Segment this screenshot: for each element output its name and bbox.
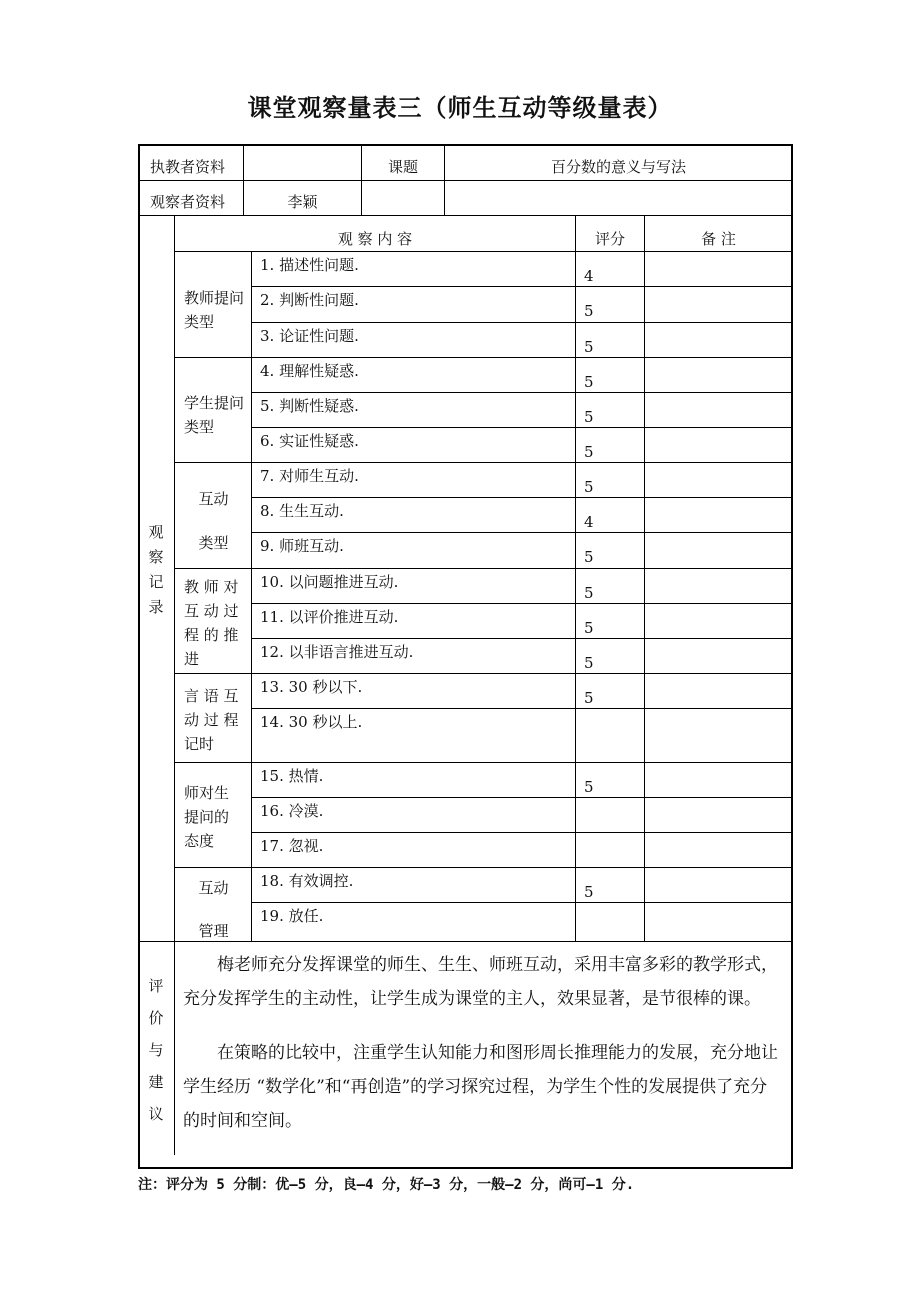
column-header-content: 观 察 内 容 bbox=[337, 230, 413, 248]
divider bbox=[174, 215, 175, 1155]
section-label: 观 察 记 录 bbox=[148, 523, 164, 616]
divider bbox=[252, 902, 792, 903]
evaluation-paragraph-2: 在策略的比较中，注重学生认知能力和图形周长推理能力的发展，充分地让学生经历 “数学化”和“再创造”的学习探究过程，为学生个性的发展提供了充分的时间和空间。 bbox=[183, 1043, 778, 1131]
divider bbox=[175, 251, 792, 252]
divider bbox=[252, 392, 792, 393]
divider bbox=[175, 568, 792, 569]
column-header-score: 评分 bbox=[594, 230, 625, 248]
item-text: 13. 30 秒以下. bbox=[260, 678, 363, 696]
teacher-label: 执教者资料 bbox=[150, 158, 226, 176]
item-score: 4 bbox=[584, 513, 594, 531]
item-text: 18. 有效调控. bbox=[260, 872, 354, 890]
item-text: 15. 热情. bbox=[260, 767, 324, 785]
item-text: 4. 理解性疑惑. bbox=[260, 362, 359, 380]
item-score: 5 bbox=[584, 619, 594, 637]
item-score: 5 bbox=[584, 443, 594, 461]
page-title: 课堂观察量表三（师生互动等级量表） bbox=[247, 94, 673, 122]
group-interaction-type-line1: 互动 bbox=[198, 490, 229, 508]
divider bbox=[139, 180, 792, 181]
item-score: 5 bbox=[584, 302, 594, 320]
item-score: 5 bbox=[584, 584, 594, 602]
group-student-question-type: 学生提问类型 bbox=[184, 394, 245, 436]
divider bbox=[252, 832, 792, 833]
item-score: 5 bbox=[584, 338, 594, 356]
footnote: 注：评分为 5 分制：优—5 分，良—4 分，好—3 分，一般—2 分，尚可—1 分. bbox=[138, 1177, 635, 1193]
divider bbox=[175, 762, 792, 763]
group-management-line1: 互动 bbox=[198, 879, 229, 897]
item-text: 3. 论证性问题. bbox=[260, 327, 359, 345]
divider bbox=[175, 357, 792, 358]
item-text: 10. 以问题推进互动. bbox=[260, 573, 399, 591]
divider bbox=[252, 532, 792, 533]
item-score: 5 bbox=[584, 689, 594, 707]
group-timing: 言 语 互 动 过 程 记时 bbox=[184, 687, 239, 753]
item-text: 1. 描述性问题. bbox=[260, 256, 359, 274]
topic-label: 课题 bbox=[387, 158, 418, 176]
group-management-line2: 管理 bbox=[198, 922, 229, 940]
divider bbox=[252, 322, 792, 323]
observer-value: 李颖 bbox=[287, 193, 318, 211]
divider bbox=[175, 867, 792, 868]
divider bbox=[175, 462, 792, 463]
divider bbox=[444, 145, 445, 215]
item-score: 5 bbox=[584, 654, 594, 672]
item-score: 4 bbox=[584, 267, 594, 285]
item-score: 5 bbox=[584, 548, 594, 566]
divider bbox=[252, 638, 792, 639]
topic-value: 百分数的意义与写法 bbox=[550, 158, 686, 176]
evaluation-label: 评 价 与 建 议 bbox=[148, 977, 164, 1123]
item-text: 8. 生生互动. bbox=[260, 502, 344, 520]
evaluation-paragraph-1: 梅老师充分发挥课堂的师生、生生、师班互动，采用丰富多彩的教学形式，充分发挥学生的主动性，让学生成为课堂的主人，效果显著，是节很棒的课。 bbox=[183, 955, 778, 1009]
item-score: 5 bbox=[584, 883, 594, 901]
item-text: 11. 以评价推进互动. bbox=[260, 608, 399, 626]
divider bbox=[252, 603, 792, 604]
divider bbox=[252, 797, 792, 798]
evaluation-comment bbox=[183, 948, 783, 1138]
group-attitude: 师对生提问的态度 bbox=[184, 784, 230, 850]
item-score: 5 bbox=[584, 408, 594, 426]
divider bbox=[139, 941, 792, 942]
item-score: 5 bbox=[584, 778, 594, 796]
item-text: 5. 判断性疑惑. bbox=[260, 397, 359, 415]
divider bbox=[252, 497, 792, 498]
divider bbox=[175, 673, 792, 674]
item-score: 5 bbox=[584, 373, 594, 391]
item-text: 6. 实证性疑惑. bbox=[260, 432, 359, 450]
item-text: 7. 对师生互动. bbox=[260, 467, 359, 485]
item-text: 16. 冷漠. bbox=[260, 802, 324, 820]
column-header-note: 备 注 bbox=[701, 230, 736, 248]
item-text: 2. 判断性问题. bbox=[260, 291, 359, 309]
divider bbox=[252, 708, 792, 709]
divider bbox=[252, 427, 792, 428]
group-interaction-type-line2: 类型 bbox=[198, 534, 229, 552]
item-text: 12. 以非语言推进互动. bbox=[260, 643, 414, 661]
item-text: 17. 忽视. bbox=[260, 837, 324, 855]
divider bbox=[139, 215, 792, 216]
divider bbox=[251, 251, 252, 941]
item-score: 5 bbox=[584, 478, 594, 496]
item-text: 9. 师班互动. bbox=[260, 537, 344, 555]
item-text: 19. 放任. bbox=[260, 907, 324, 925]
divider bbox=[361, 145, 362, 215]
divider bbox=[252, 286, 792, 287]
observer-label: 观察者资料 bbox=[150, 193, 226, 211]
item-text: 14. 30 秒以上. bbox=[260, 713, 363, 731]
group-teacher-push: 教 师 对 互 动 过 程 的 推 进 bbox=[184, 578, 239, 668]
group-teacher-question-type: 教师提问类型 bbox=[184, 289, 245, 331]
